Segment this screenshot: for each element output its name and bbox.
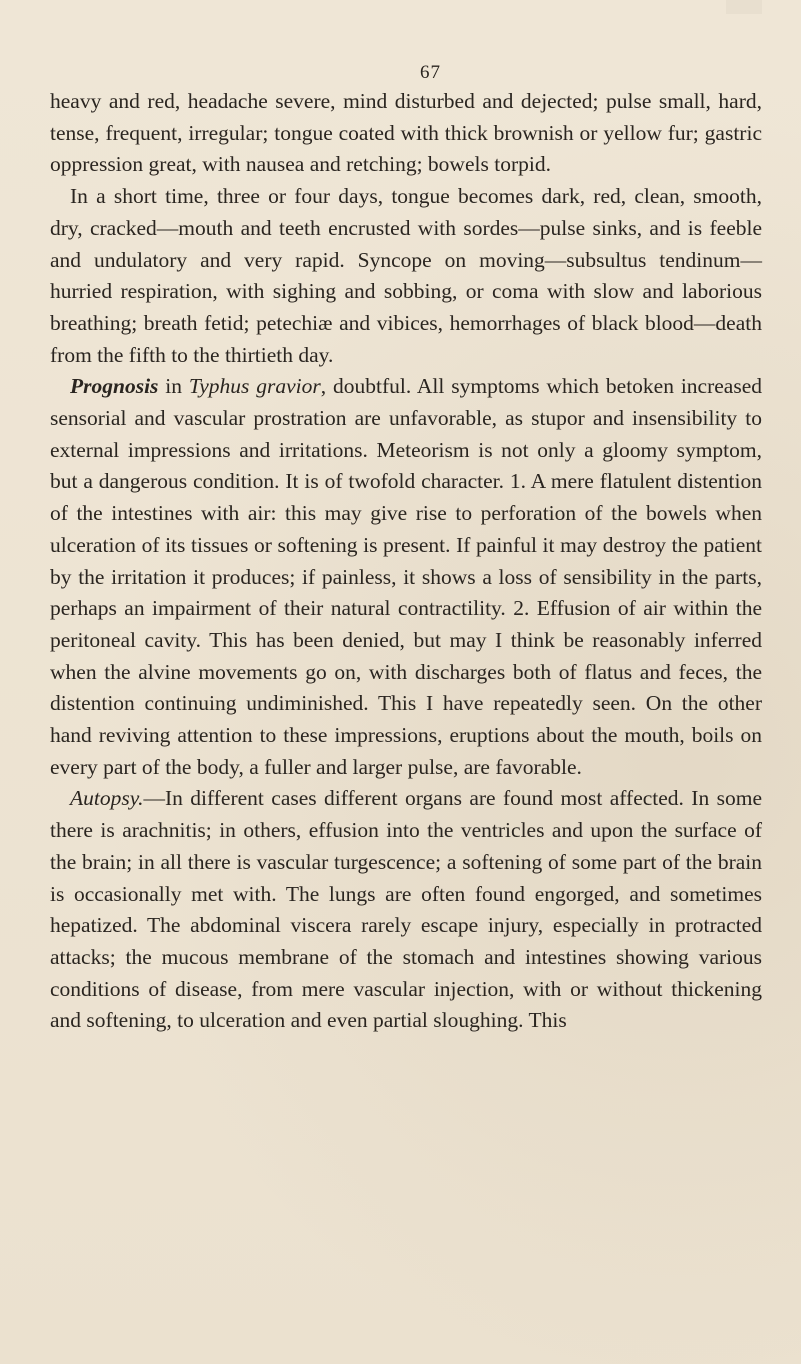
paragraph-continuation: heavy and red, headache severe, mind disturbed and dejected; pulse small, hard, tense, frequent, irregular; tongue coated with thick brownish or yellow fur; gastric oppression great, with nausea and retching; bowels torpid. <box>50 89 762 177</box>
body-text <box>50 86 762 1037</box>
page-corner-shadow <box>726 0 762 14</box>
prognosis-text: , doubtful. All symptoms which betoken increased sensorial and vascular prostration are unfavorable, as stupor and insensibility to external impressions and irritations. Meteorism is not only a gloomy symptom, but a dangerous condition. It is of twofold character. 1. A mere flatulent distention of the intestines with air: this may give rise to perforation of the bowels when ulceration of its tissues or softening is present. If painful it may destroy the patient by the irritation it produces; if painless, it shows a loss of sensibility in the parts, perhaps an impairment of their natural contractility. 2. Effusion of air within the peritoneal cavity. This has been denied, but may I think be reasonably inferred when the alvine movements go on, with discharges both of flatus and feces, the distention continuing undiminished. This I have repeatedly seen. On the other hand reviving attention to these impressions, eruptions about the mouth, boils on every part of the body, a fuller and larger pulse, are favorable. <box>50 374 762 779</box>
paragraph-progression: In a short time, three or four days, tongue becomes dark, red, clean, smooth, dry, cracked—mouth and teeth encrusted with sordes—pulse sinks, and is feeble and undulatory and very rapid. Syncope on moving—subsultus tendinum—hurried respiration, with sighing and sobbing, or coma with slow and laborious breathing; breath fetid; petechiæ and vibices, hemorrhages of black blood—death from the fifth to the thirtieth day. <box>50 184 762 367</box>
autopsy-text: —In different cases different organs are found most affected. In some there is arachnitis; in others, effusion into the ventricles and upon the surface of the brain; in all there is vascular turgescence; a softening of some part of the brain is occasionally met with. The lungs are often found engorged, and sometimes hepatized. The abdominal viscera rarely escape injury, especially in protracted attacks; the mucous membrane of the stomach and intestines showing various conditions of disease, from mere vascular injection, with or without thickening and softening, to ulceration and even partial sloughing. This <box>50 786 762 1033</box>
prognosis-connector: in <box>158 374 189 399</box>
page-number: 67 <box>420 62 441 83</box>
prognosis-heading: Prognosis <box>70 374 159 399</box>
paragraph-prognosis <box>50 371 762 783</box>
autopsy-heading: Autopsy. <box>70 786 144 811</box>
paragraph-autopsy <box>50 783 762 1037</box>
typhus-gravior-term: Typhus gravior <box>188 374 321 399</box>
